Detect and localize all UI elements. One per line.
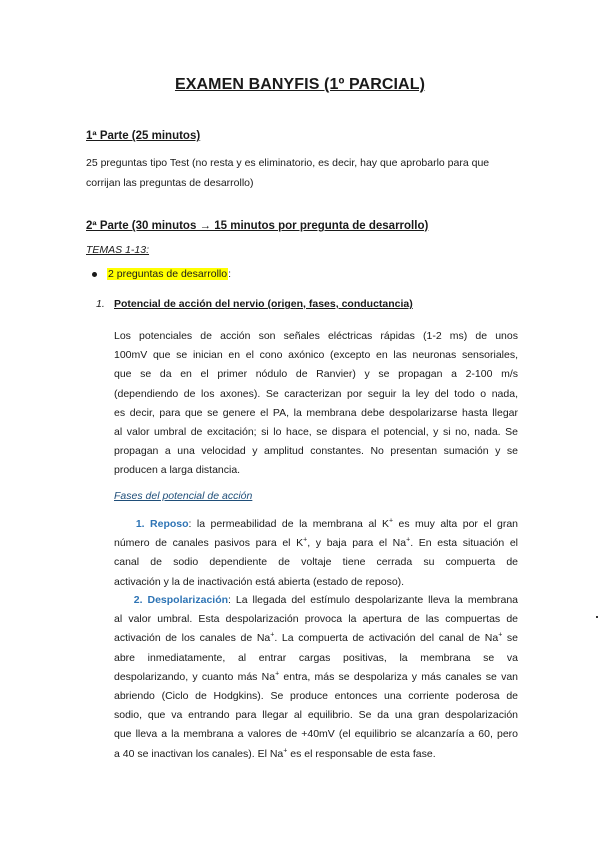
paragraph-line: propagan a una velocidad y amplitud constantes. No presentan sumación y se	[114, 445, 518, 458]
part2-heading: 2ª Parte (30 minutos → 15 minutos por pregunta de desarrollo)	[86, 220, 429, 232]
part1-line: 25 preguntas tipo Test (no resta y es eliminatorio, es decir, hay que aprobarlo para que	[86, 157, 490, 169]
highlighted-text: 2 preguntas de desarrollo	[108, 268, 228, 280]
superscript: +	[275, 670, 280, 678]
phase1-paragraph	[114, 515, 518, 592]
phases-heading: Fases del potencial de acción	[114, 490, 253, 502]
paragraph-line: (dependiendo de los axones). Se caracterizan por seguir la ley del todo o nada,	[114, 387, 518, 400]
text-run: es el responsable de esta fase.	[287, 747, 436, 760]
bullet-item	[92, 268, 231, 280]
paragraph-line: al valor umbral. Esta despolarización provoca la apertura de las compuertas de	[114, 613, 518, 626]
item-number: 1.	[96, 298, 105, 310]
paragraph-line: al valor umbral de excitación; si lo hace, se dispara el potencial, y si no, nada. Se	[114, 426, 518, 439]
superscript: +	[270, 631, 275, 639]
superscript: +	[283, 747, 288, 755]
item-title: Potencial de acción del nervio (origen, fases, conductancia)	[114, 298, 413, 310]
page-title: EXAMEN BANYFIS (1º PARCIAL)	[174, 76, 426, 93]
text-run: : La llegada del estímulo despolarizante lleva la membrana	[228, 594, 519, 606]
text-run: , y baja para el Na	[307, 537, 407, 550]
paragraph-line: Los potenciales de acción son señales eléctricas rápidas (1-2 ms) de unos	[114, 330, 518, 342]
paragraph-line	[114, 668, 518, 687]
part1-line: corrijan las preguntas de desarrollo)	[86, 177, 254, 189]
part1-heading: 1ª Parte (25 minutos)	[86, 130, 201, 142]
bullet-suffix: :	[228, 268, 232, 280]
text-run: : la permeabilidad de la membrana al K	[188, 518, 389, 530]
phase2-label: 2. Despolarización	[133, 594, 229, 606]
paragraph-line: activación y la de inactivación está abierta (estado de reposo).	[114, 575, 405, 588]
paragraph-line: 100mV que se inician en el cono axónico (excepto en las neuronas sensoriales,	[114, 349, 518, 362]
text-run: a 40 se inactivan los canales). El Na	[114, 747, 284, 760]
phase2-paragraph	[114, 591, 518, 764]
intro-paragraph	[114, 327, 518, 481]
text-run: . La compuerta de activación del canal de Na	[274, 632, 499, 645]
margin-mark	[596, 616, 598, 618]
text-run: entra, más se despolariza y más canales se van	[279, 670, 519, 683]
superscript: +	[388, 517, 394, 525]
superscript: +	[406, 536, 411, 544]
paragraph-line: que se da en el primer nódulo de Ranvier) y se propagan a 2-100 m/s	[114, 368, 518, 381]
paragraph-line	[114, 591, 518, 610]
paragraph-line: abre inmediatamente, al entrar cargas positivas, la membrana se va	[114, 651, 518, 664]
paragraph-line	[114, 629, 518, 648]
part1-paragraph	[86, 153, 518, 193]
phase1-label: 1. Reposo	[135, 518, 189, 530]
text-run: es muy alta por el gran	[393, 518, 518, 530]
temas-label: TEMAS 1-13:	[86, 244, 150, 256]
text-run: . En esta situación el	[410, 537, 518, 550]
paragraph-line: sodio, que va entrando para llegar al equilibrio. Se da una gran despolarización	[114, 709, 518, 722]
text-run: número de canales pasivos para el K	[114, 537, 304, 550]
superscript: +	[498, 631, 503, 639]
text-run: se	[502, 632, 519, 645]
paragraph-line: producen a larga distancia.	[114, 464, 241, 477]
numbered-heading	[96, 298, 413, 310]
paragraph-line: que lleva a la membrana a valores de +40mV (el equilibrio se alcanzaría a 60, pero	[114, 728, 518, 741]
paragraph-line	[114, 534, 518, 553]
paragraph-line	[114, 745, 518, 764]
paragraph-line: abriendo (Ciclo de Hodgkins). Se produce entonces una corriente poderosa de	[114, 690, 518, 703]
bullet-icon	[92, 272, 97, 277]
superscript: +	[303, 536, 308, 544]
paragraph-line	[114, 515, 518, 534]
paragraph-line: es decir, para que se genere el PA, la membrana debe despolarizarse hasta llegar	[114, 406, 518, 419]
text-run: activación de los canales de Na	[114, 632, 271, 645]
paragraph-line: canal de sodio dependiente de voltaje tiene cerrada su compuerta de	[114, 556, 518, 569]
text-run: despolarizando, y cuanto más Na	[114, 670, 276, 683]
